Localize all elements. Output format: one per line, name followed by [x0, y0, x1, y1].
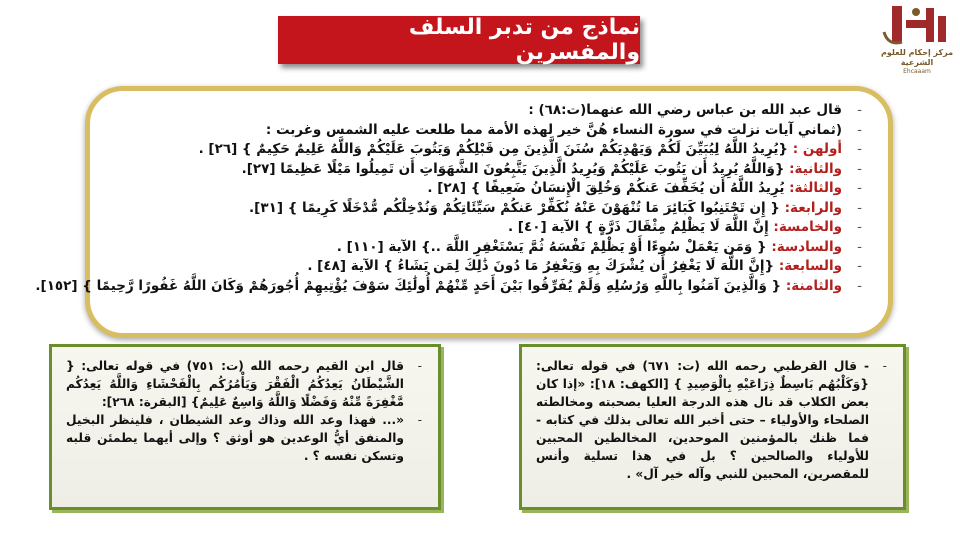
list-item	[108, 257, 864, 277]
item-text: (ثماني آيات نزلت في سورة النساء هُنَّ خير لهذه الأمة مما طلعت عليه الشمس وغربت :	[265, 121, 842, 138]
item-text: يُرِيدُ اللَّهُ أَن يُخَفِّفَ عَنكُمْ وَخُلِقَ الْإِنسَانُ ضَعِيفًا } [٢٨] .	[427, 180, 785, 196]
quote-box-ibn-alqayyim	[49, 344, 441, 510]
paragraph-text: - قال القرطبي رحمه الله (ت: ٦٧١) في قوله تعالى: {وَكَلْبُهُم بَاسِطٌ ذِرَاعَيْهِ بِالْوَصِيدِ } [الكهف: ١٨]: «إذا كان بعض الكلاب قد نال هذه الدرجة العليا بصحبته ومخالطته الصلحاء والأولياء – حتى أخبر الله تعالى بذلك في كتابه - فما ظنك بالمؤمنين الموحدين، المخالطين المحبين للأولياء والصالحين ؟ بل في هذا تسلية وأنس للمقصرين، المحبين للنبي وآله خير آل» .	[536, 359, 869, 481]
bullet-dash: -	[857, 121, 862, 138]
title-banner	[278, 16, 640, 64]
list-item	[35, 277, 864, 297]
bullet-dash: -	[857, 277, 862, 294]
bullet-dash: -	[857, 160, 862, 177]
item-text: إِنَّ اللَّهَ لَا يَظْلِمُ مِثْقَالَ ذَرَّةٍ } الآية [٤٠] .	[507, 219, 769, 235]
page-title: نماذج من تدبر السلف والمفسرين	[408, 15, 640, 65]
list-item	[108, 121, 864, 141]
item-label: والثانية:	[789, 160, 842, 177]
item-text: {إِنَّ اللَّهَ لَا يَغْفِرُ أَن يُشْرَكَ بِهِ وَيَغْفِرُ مَا دُونَ ذَٰلِكَ لِمَن يَشَاءُ } الآية [٤٨] .	[307, 258, 775, 274]
bullet-dash: -	[882, 359, 887, 373]
item-text: {وَاللَّهُ يُرِيدُ أَن يَتُوبَ عَلَيْكُمْ وَيُرِيدُ الَّذِينَ يَتَّبِعُونَ الشَّهَوَاتِ أَن تَمِيلُوا مَيْلًا عَظِيمًا [٢٧].	[241, 160, 785, 177]
item-text: { وَالَّذِينَ آمَنُوا بِاللَّهِ وَرُسُلِهِ وَلَمْ يُفَرِّقُوا بَيْنَ أَحَدٍ مِّنْهُمْ أُولَٰئِكَ سَوْفَ يُؤْتِيهِمْ أُجُورَهُمْ وَكَانَ اللَّهُ غَفُورًا رَّحِيمًا } [١٥٢].	[35, 277, 782, 294]
list-item	[108, 140, 864, 160]
bullet-dash: -	[857, 141, 862, 157]
item-text: { وَمَن يَعْمَلْ سُوءًا أَوْ يَظْلِمْ نَفْسَهُ ثُمَّ يَسْتَغْفِرِ اللَّهَ ..} الآية [١١٠] .	[336, 238, 767, 255]
bullet-dash: -	[857, 199, 862, 216]
item-label: والثالثة:	[789, 180, 842, 196]
bullet-dash: -	[857, 238, 862, 255]
item-label: أولهن :	[792, 141, 842, 157]
list-item	[108, 160, 864, 180]
item-label: والرابعة:	[784, 199, 842, 216]
list-item	[108, 199, 864, 219]
quote-paragraph	[536, 357, 887, 483]
logo-mark-icon	[876, 2, 958, 48]
paragraph-text: قال ابن القيم رحمه الله (ت: ٧٥١) في قوله تعالى: { الشَّيْطَانُ يَعِدُكُمُ الْفَقْرَ وَيَأْمُرُكُم بِالْفَحْشَاءِ وَاللَّهُ يَعِدُكُم مَّغْفِرَةً مِّنْهُ وَفَضْلًا وَاللَّهُ وَاسِعٌ عَلِيمٌ} [البقرة: ٢٦٨]:	[66, 359, 404, 409]
paragraph-text: «... فهذا وعد الله وذاك وعد الشيطان ، فلينظر البخيل والمنفق أيُّ الوعدين هو أوثق ؟ وإلى أيهما يطمئن قلبه وتسكن نفسه ؟ .	[66, 413, 404, 463]
bullet-dash: -	[857, 258, 862, 274]
item-label: والثامنة:	[785, 277, 842, 294]
quote-paragraph	[66, 357, 422, 411]
item-text: {يُرِيدُ اللَّهُ لِيُبَيِّنَ لَكُمْ وَيَهْدِيَكُمْ سُنَنَ الَّذِينَ مِن قَبْلِكُمْ وَيَتُوبَ عَلَيْكُمْ وَاللَّهُ عَلِيمٌ حَكِيمٌ } [٢٦] .	[198, 141, 789, 157]
list-item	[108, 218, 864, 238]
bullet-dash: -	[857, 219, 862, 235]
list-item	[108, 179, 864, 199]
bullet-dash: -	[417, 359, 422, 373]
quote-paragraph	[66, 411, 422, 465]
bullet-dash: -	[417, 413, 422, 427]
list-item	[108, 238, 864, 258]
quote-box-ibn-abbas	[35, 86, 893, 338]
item-label: والخامسة:	[773, 219, 842, 235]
bullet-dash: -	[857, 102, 862, 118]
item-label: والسادسة:	[771, 238, 842, 255]
list-item	[108, 101, 864, 121]
item-text: { إِن تَجْتَنِبُوا كَبَائِرَ مَا تُنْهَوْنَ عَنْهُ نُكَفِّرْ عَنكُمْ سَيِّئَاتِكُمْ وَنُدْخِلْكُم مُّدْخَلًا كَرِيمًا } [٣١].	[249, 199, 780, 216]
item-text: قال عبد الله بن عباس رضي الله عنهما(ت:٦٨) :	[528, 102, 842, 118]
logo-subtitle: مركز إحكام للعلوم الشرعية	[880, 48, 954, 67]
item-label: والسابعة:	[778, 258, 842, 274]
quote-box-alqurtubi	[519, 344, 906, 510]
center-logo	[876, 2, 958, 75]
bullet-dash: -	[857, 180, 862, 196]
logo-latin: Ehcaaam	[903, 68, 931, 75]
